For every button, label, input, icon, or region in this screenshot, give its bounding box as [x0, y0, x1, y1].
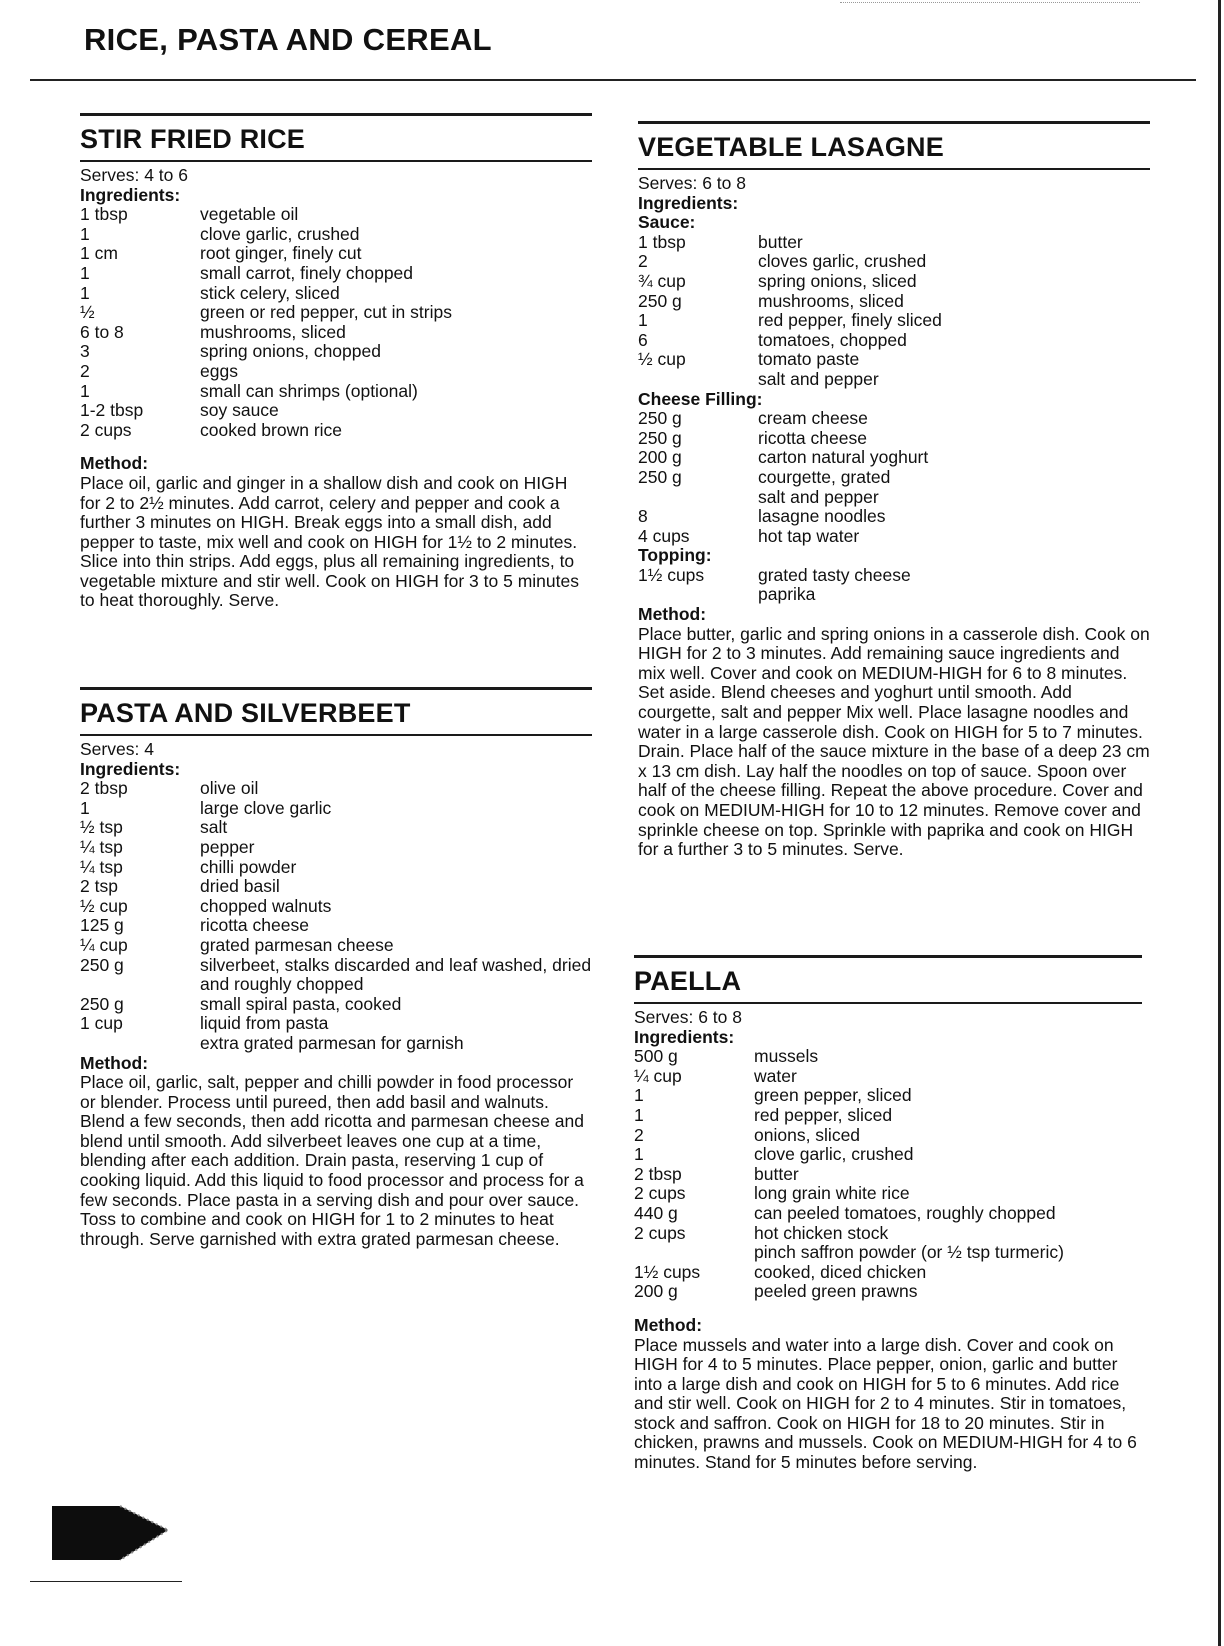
serves-text: Serves: 4 to 6 [80, 165, 188, 185]
ingredient-item: small carrot, finely chopped [200, 262, 414, 283]
ingredient-item: paprika [758, 584, 816, 605]
recipe-title: VEGETABLE LASAGNE [638, 132, 944, 162]
topping-list [638, 566, 1150, 605]
ingredient-qty: 200 g [634, 1281, 678, 1302]
ingredient-row [634, 1224, 1142, 1244]
ingredient-row [634, 1126, 1142, 1146]
ingredient-item: hot tap water [758, 525, 860, 546]
ingredient-row [80, 303, 592, 323]
ingredient-row [634, 1086, 1142, 1106]
ingredient-item: mussels [754, 1046, 819, 1067]
ingredient-row [638, 252, 1150, 272]
ingredient-item: soy sauce [200, 400, 279, 421]
ingredient-qty: 250 g [638, 466, 682, 487]
ingredient-item: can peeled tomatoes, roughly chopped [754, 1202, 1056, 1223]
ingredient-item: grated tasty cheese [758, 564, 911, 585]
recipe-body [80, 740, 592, 1249]
ingredient-qty: 2 cups [634, 1222, 686, 1243]
ingredient-qty [634, 1243, 754, 1263]
ingredients-label: Ingredients: [80, 758, 181, 779]
scan-edge [1218, 0, 1221, 1646]
ingredient-qty: ¼ cup [634, 1065, 682, 1086]
ingredient-qty: 6 to 8 [80, 321, 124, 342]
scan-speck [840, 2, 1140, 4]
ingredient-qty: 1 cm [80, 243, 118, 264]
ingredient-row [80, 916, 592, 936]
ingredient-item: spring onions, chopped [200, 341, 381, 362]
ingredient-item: salt and pepper [758, 368, 879, 389]
serves-text: Serves: 6 to 8 [634, 1007, 742, 1027]
ingredient-row [80, 205, 592, 225]
ingredient-row [80, 877, 592, 897]
ingredient-row [80, 858, 592, 878]
ingredient-qty: 2 [80, 360, 90, 381]
ingredient-row [638, 488, 1150, 508]
serves-text: Serves: 6 to 8 [638, 173, 746, 193]
recipe-title-rule [80, 160, 592, 162]
ingredient-row [634, 1067, 1142, 1087]
recipe-title: PAELLA [634, 966, 742, 996]
ingredient-row [638, 409, 1150, 429]
sauce-list [638, 233, 1150, 390]
ingredient-row [638, 370, 1150, 390]
ingredient-qty: 6 [638, 329, 648, 350]
serves-text: Serves: 4 [80, 739, 154, 759]
ingredient-item: carton natural yoghurt [758, 447, 929, 468]
recipe-paella [634, 955, 1142, 1473]
method-label: Method: [634, 1314, 703, 1335]
ingredient-item: green pepper, sliced [754, 1085, 912, 1106]
ingredient-item: onions, sliced [754, 1124, 861, 1145]
ingredient-item: stick celery, sliced [200, 282, 340, 303]
ingredient-row [638, 448, 1150, 468]
ingredient-row [638, 292, 1150, 312]
ingredient-row [80, 362, 592, 382]
ingredient-row [638, 566, 1150, 586]
ingredient-item: root ginger, finely cut [200, 243, 362, 264]
cheese-filling-label: Cheese Filling: [638, 388, 763, 409]
ingredient-row [634, 1145, 1142, 1165]
recipe-title-rule [80, 734, 592, 736]
ingredient-item: cooked, diced chicken [754, 1261, 927, 1282]
ingredient-item: tomatoes, chopped [758, 329, 907, 350]
ingredient-row [80, 1034, 592, 1054]
ingredient-row [80, 401, 592, 421]
ingredient-row [80, 264, 592, 284]
recipe-title-rule [634, 1002, 1142, 1004]
ingredient-row [638, 233, 1150, 253]
ingredient-qty [638, 585, 758, 605]
ingredient-item: cooked brown rice [200, 419, 343, 440]
ingredient-item: mushrooms, sliced [200, 321, 346, 342]
ingredient-row [80, 382, 592, 402]
method-text: Place oil, garlic and ginger in a shallow dish and cook on HIGH for 2 to 2½ minutes. Add carrot, celery and pepper and cook a further 3 minutes on HIGH. Break eggs into a small dish, add pepper to taste, mix well and cook on HIGH for 1½ to 2 minutes. Slice into thin strips. Add eggs, plus all remaining ingredients, to vegetable mixture and stir well. Cook on HIGH for 3 to 5 minutes to heat thoroughly. Serve. [80, 472, 579, 611]
ingredient-item: pepper [200, 836, 255, 857]
ingredient-row [80, 779, 592, 799]
ingredient-item: long grain white rice [754, 1183, 910, 1204]
ingredient-row [634, 1243, 1142, 1263]
ingredient-qty: 1 [80, 223, 90, 244]
ingredient-item: clove garlic, crushed [200, 223, 360, 244]
ingredient-qty: ½ cup [638, 349, 686, 370]
recipe-title-rule [638, 168, 1150, 170]
ingredient-qty: 1 [638, 310, 648, 331]
recipe-body [638, 174, 1150, 860]
ingredient-item: ricotta cheese [758, 427, 867, 448]
ingredient-qty: ¾ cup [638, 270, 686, 291]
ingredient-qty: 2 cups [80, 419, 132, 440]
ingredient-item: grated parmesan cheese [200, 934, 394, 955]
ingredient-item: peeled green prawns [754, 1281, 918, 1302]
ingredient-qty: 200 g [638, 447, 682, 468]
ingredient-qty: ¼ tsp [80, 836, 123, 857]
ingredient-qty: 1 [80, 282, 90, 303]
ingredient-row [80, 897, 592, 917]
ingredient-qty: 8 [638, 506, 648, 527]
page-title: RICE, PASTA AND CEREAL [84, 22, 492, 57]
ingredient-qty: 4 cups [638, 525, 690, 546]
method-text: Place butter, garlic and spring onions in a casserole dish. Cook on HIGH for 2 to 3 minutes. Add remaining sauce ingredients and mix well. Cover and cook on MEDIUM-HIGH for 6 to 8 minutes. Set aside. Blend cheeses and yoghurt until smooth. Add courgette, salt and pepper Mix well. Place lasagne noodles and water in a large casserole dish. Cook on HIGH for 5 to 7 minutes. Drain. Place half of the sauce mixture in the base of a deep 23 cm x 13 cm dish. Lay half the noodles on top of sauce. Spoon over half of the cheese filling. Repeat the above procedure. Cover and cook on MEDIUM-HIGH for 10 to 12 minutes. Remove cover and sprinkle cheese on top. Sprinkle with paprika and cook on HIGH for a further 3 to 5 minutes. Serve. [638, 623, 1150, 860]
method-label: Method: [80, 1052, 149, 1073]
ingredient-qty: ¼ tsp [80, 856, 123, 877]
ingredient-row [634, 1263, 1142, 1283]
recipe-vegetable-lasagne [638, 121, 1150, 860]
ingredient-row [80, 995, 592, 1015]
sauce-label: Sauce: [638, 212, 696, 233]
method-label: Method: [638, 604, 707, 625]
ingredient-qty: 500 g [634, 1046, 678, 1067]
ingredient-qty: 1 [80, 797, 90, 818]
ingredient-row [634, 1047, 1142, 1067]
ingredient-qty [638, 488, 758, 508]
ingredient-row [638, 311, 1150, 331]
recipe-title: PASTA AND SILVERBEET [80, 698, 411, 728]
ingredient-qty: 1 [634, 1144, 644, 1165]
ingredient-qty: 2 tbsp [80, 778, 128, 799]
ingredient-row [80, 956, 592, 995]
ingredient-item: small can shrimps (optional) [200, 380, 418, 401]
ingredient-qty: ½ [80, 302, 95, 323]
ingredient-item: courgette, grated [758, 466, 891, 487]
ingredient-item: chopped walnuts [200, 895, 332, 916]
method-text: Place mussels and water into a large dish. Cover and cook on HIGH for 4 to 5 minutes. Place pepper, onion, garlic and butter into a large dish and cook on HIGH for 5 to 6 minutes. Add rice and stir well. Cook on HIGH for 2 to 4 minutes. Stir in tomatoes, stock and saffron. Cook on HIGH for 18 to 20 minutes. Stir in chicken, prawns and mussels. Cook on MEDIUM-HIGH for 4 to 6 minutes. Stand for 5 minutes before serving. [634, 1334, 1137, 1473]
ingredient-list [80, 205, 592, 440]
ingredients-label: Ingredients: [638, 192, 739, 213]
ingredient-row [634, 1106, 1142, 1126]
topping-label: Topping: [638, 545, 712, 566]
ingredient-item: olive oil [200, 778, 259, 799]
ingredient-item: clove garlic, crushed [754, 1144, 914, 1165]
ingredient-qty: 2 [638, 251, 648, 272]
ingredient-item: spring onions, sliced [758, 270, 917, 291]
ingredient-row [80, 1014, 592, 1034]
ingredient-row [638, 350, 1150, 370]
ingredient-qty: 2 tsp [80, 876, 118, 897]
ingredient-qty: 1½ cups [638, 564, 705, 585]
ingredient-row [80, 421, 592, 441]
ingredient-qty: 250 g [80, 954, 124, 975]
ingredient-item: butter [754, 1163, 799, 1184]
ingredient-item: butter [758, 231, 803, 252]
ingredient-item: red pepper, sliced [754, 1104, 893, 1125]
ingredient-qty [80, 1034, 200, 1054]
ingredient-item: tomato paste [758, 349, 860, 370]
method-text: Place oil, garlic, salt, pepper and chilli powder in food processor or blender. Process until pureed, then add basil and walnuts. Blend a few seconds, then add ricotta and parmesan cheese and blend until smooth. Add silverbeet leaves one cup at a time, blending after each addition. Drain pasta, reserving 1 cup of cooking liquid. Add this liquid to food processor and process for a few seconds. Place pasta in a serving dish and pour over sauce. Toss to combine and cook on HIGH for 1 to 2 minutes to heat through. Serve garnished with extra grated parmesan cheese. [80, 1072, 584, 1249]
ingredient-list [634, 1047, 1142, 1302]
ingredient-item: green or red pepper, cut in strips [200, 302, 452, 323]
ingredient-row [80, 936, 592, 956]
ingredient-item: large clove garlic [200, 797, 332, 818]
ingredient-item: hot chicken stock [754, 1222, 889, 1243]
footer-rule [30, 1581, 182, 1582]
ingredient-qty: ½ cup [80, 895, 128, 916]
ingredient-qty: 1 tbsp [80, 204, 128, 225]
recipe-body [634, 1008, 1142, 1473]
ingredient-qty: 1 [80, 380, 90, 401]
ingredient-qty: 1 [80, 262, 90, 283]
ingredient-item: cream cheese [758, 408, 868, 429]
title-rule [30, 79, 1196, 81]
ingredient-qty: 1 tbsp [638, 231, 686, 252]
ingredient-row [80, 323, 592, 343]
ingredient-qty: 250 g [638, 427, 682, 448]
ingredient-qty: 1 cup [80, 1013, 123, 1034]
ingredient-qty: 250 g [638, 290, 682, 311]
ingredient-row [638, 527, 1150, 547]
ingredient-row [634, 1165, 1142, 1185]
ingredient-item: liquid from pasta [200, 1013, 329, 1034]
ingredient-qty: 2 [634, 1124, 644, 1145]
ingredient-item: salt and pepper [758, 486, 879, 507]
ingredient-row [638, 585, 1150, 605]
ingredient-item: cloves garlic, crushed [758, 251, 927, 272]
ingredient-item: pinch saffron powder (or ½ tsp turmeric) [754, 1242, 1064, 1263]
ingredient-row [80, 799, 592, 819]
ingredient-item: red pepper, finely sliced [758, 310, 942, 331]
ingredient-item: eggs [200, 360, 238, 381]
ingredient-row [80, 244, 592, 264]
ingredient-qty: ½ tsp [80, 817, 123, 838]
ingredient-item: mushrooms, sliced [758, 290, 904, 311]
ingredient-list [80, 779, 592, 1053]
ingredient-row [638, 272, 1150, 292]
ingredients-label: Ingredients: [80, 184, 181, 205]
ingredient-qty [638, 370, 758, 390]
ingredient-item: vegetable oil [200, 204, 299, 225]
ingredients-label: Ingredients: [634, 1026, 735, 1047]
ingredient-row [638, 429, 1150, 449]
recipe-pasta-silverbeet [80, 687, 592, 1249]
ingredient-qty: 250 g [80, 993, 124, 1014]
ingredient-row [638, 331, 1150, 351]
page-arrow-icon [50, 1500, 170, 1568]
ingredient-row [634, 1204, 1142, 1224]
ingredient-row [80, 225, 592, 245]
recipe-title: STIR FRIED RICE [80, 124, 306, 154]
ingredient-item: dried basil [200, 876, 280, 897]
ingredient-row [80, 342, 592, 362]
ingredient-qty: 1½ cups [634, 1261, 701, 1282]
recipe-stir-fried-rice [80, 113, 592, 611]
ingredient-row [80, 818, 592, 838]
ingredient-qty: 250 g [638, 408, 682, 429]
ingredient-row [638, 468, 1150, 488]
recipe-body [80, 166, 592, 611]
ingredient-qty: 440 g [634, 1202, 678, 1223]
ingredient-row [634, 1282, 1142, 1302]
method-label: Method: [80, 453, 149, 474]
ingredient-qty: ¼ cup [80, 934, 128, 955]
ingredient-item: extra grated parmesan for garnish [200, 1032, 464, 1053]
ingredient-qty: 125 g [80, 915, 124, 936]
ingredient-qty: 1 [634, 1085, 644, 1106]
ingredient-item: water [754, 1065, 797, 1086]
ingredient-row [80, 284, 592, 304]
cheese-filling-list [638, 409, 1150, 546]
ingredient-qty: 2 cups [634, 1183, 686, 1204]
ingredient-qty: 1-2 tbsp [80, 400, 144, 421]
ingredient-qty: 2 tbsp [634, 1163, 682, 1184]
ingredient-row [634, 1184, 1142, 1204]
ingredient-qty: 1 [634, 1104, 644, 1125]
ingredient-item: chilli powder [200, 856, 297, 877]
ingredient-item: salt [200, 817, 228, 838]
ingredient-item: lasagne noodles [758, 506, 886, 527]
ingredient-qty: 3 [80, 341, 90, 362]
ingredient-item: ricotta cheese [200, 915, 309, 936]
ingredient-item: small spiral pasta, cooked [200, 993, 402, 1014]
ingredient-item: silverbeet, stalks discarded and leaf washed, dried and roughly chopped [200, 954, 592, 995]
ingredient-row [638, 507, 1150, 527]
ingredient-row [80, 838, 592, 858]
